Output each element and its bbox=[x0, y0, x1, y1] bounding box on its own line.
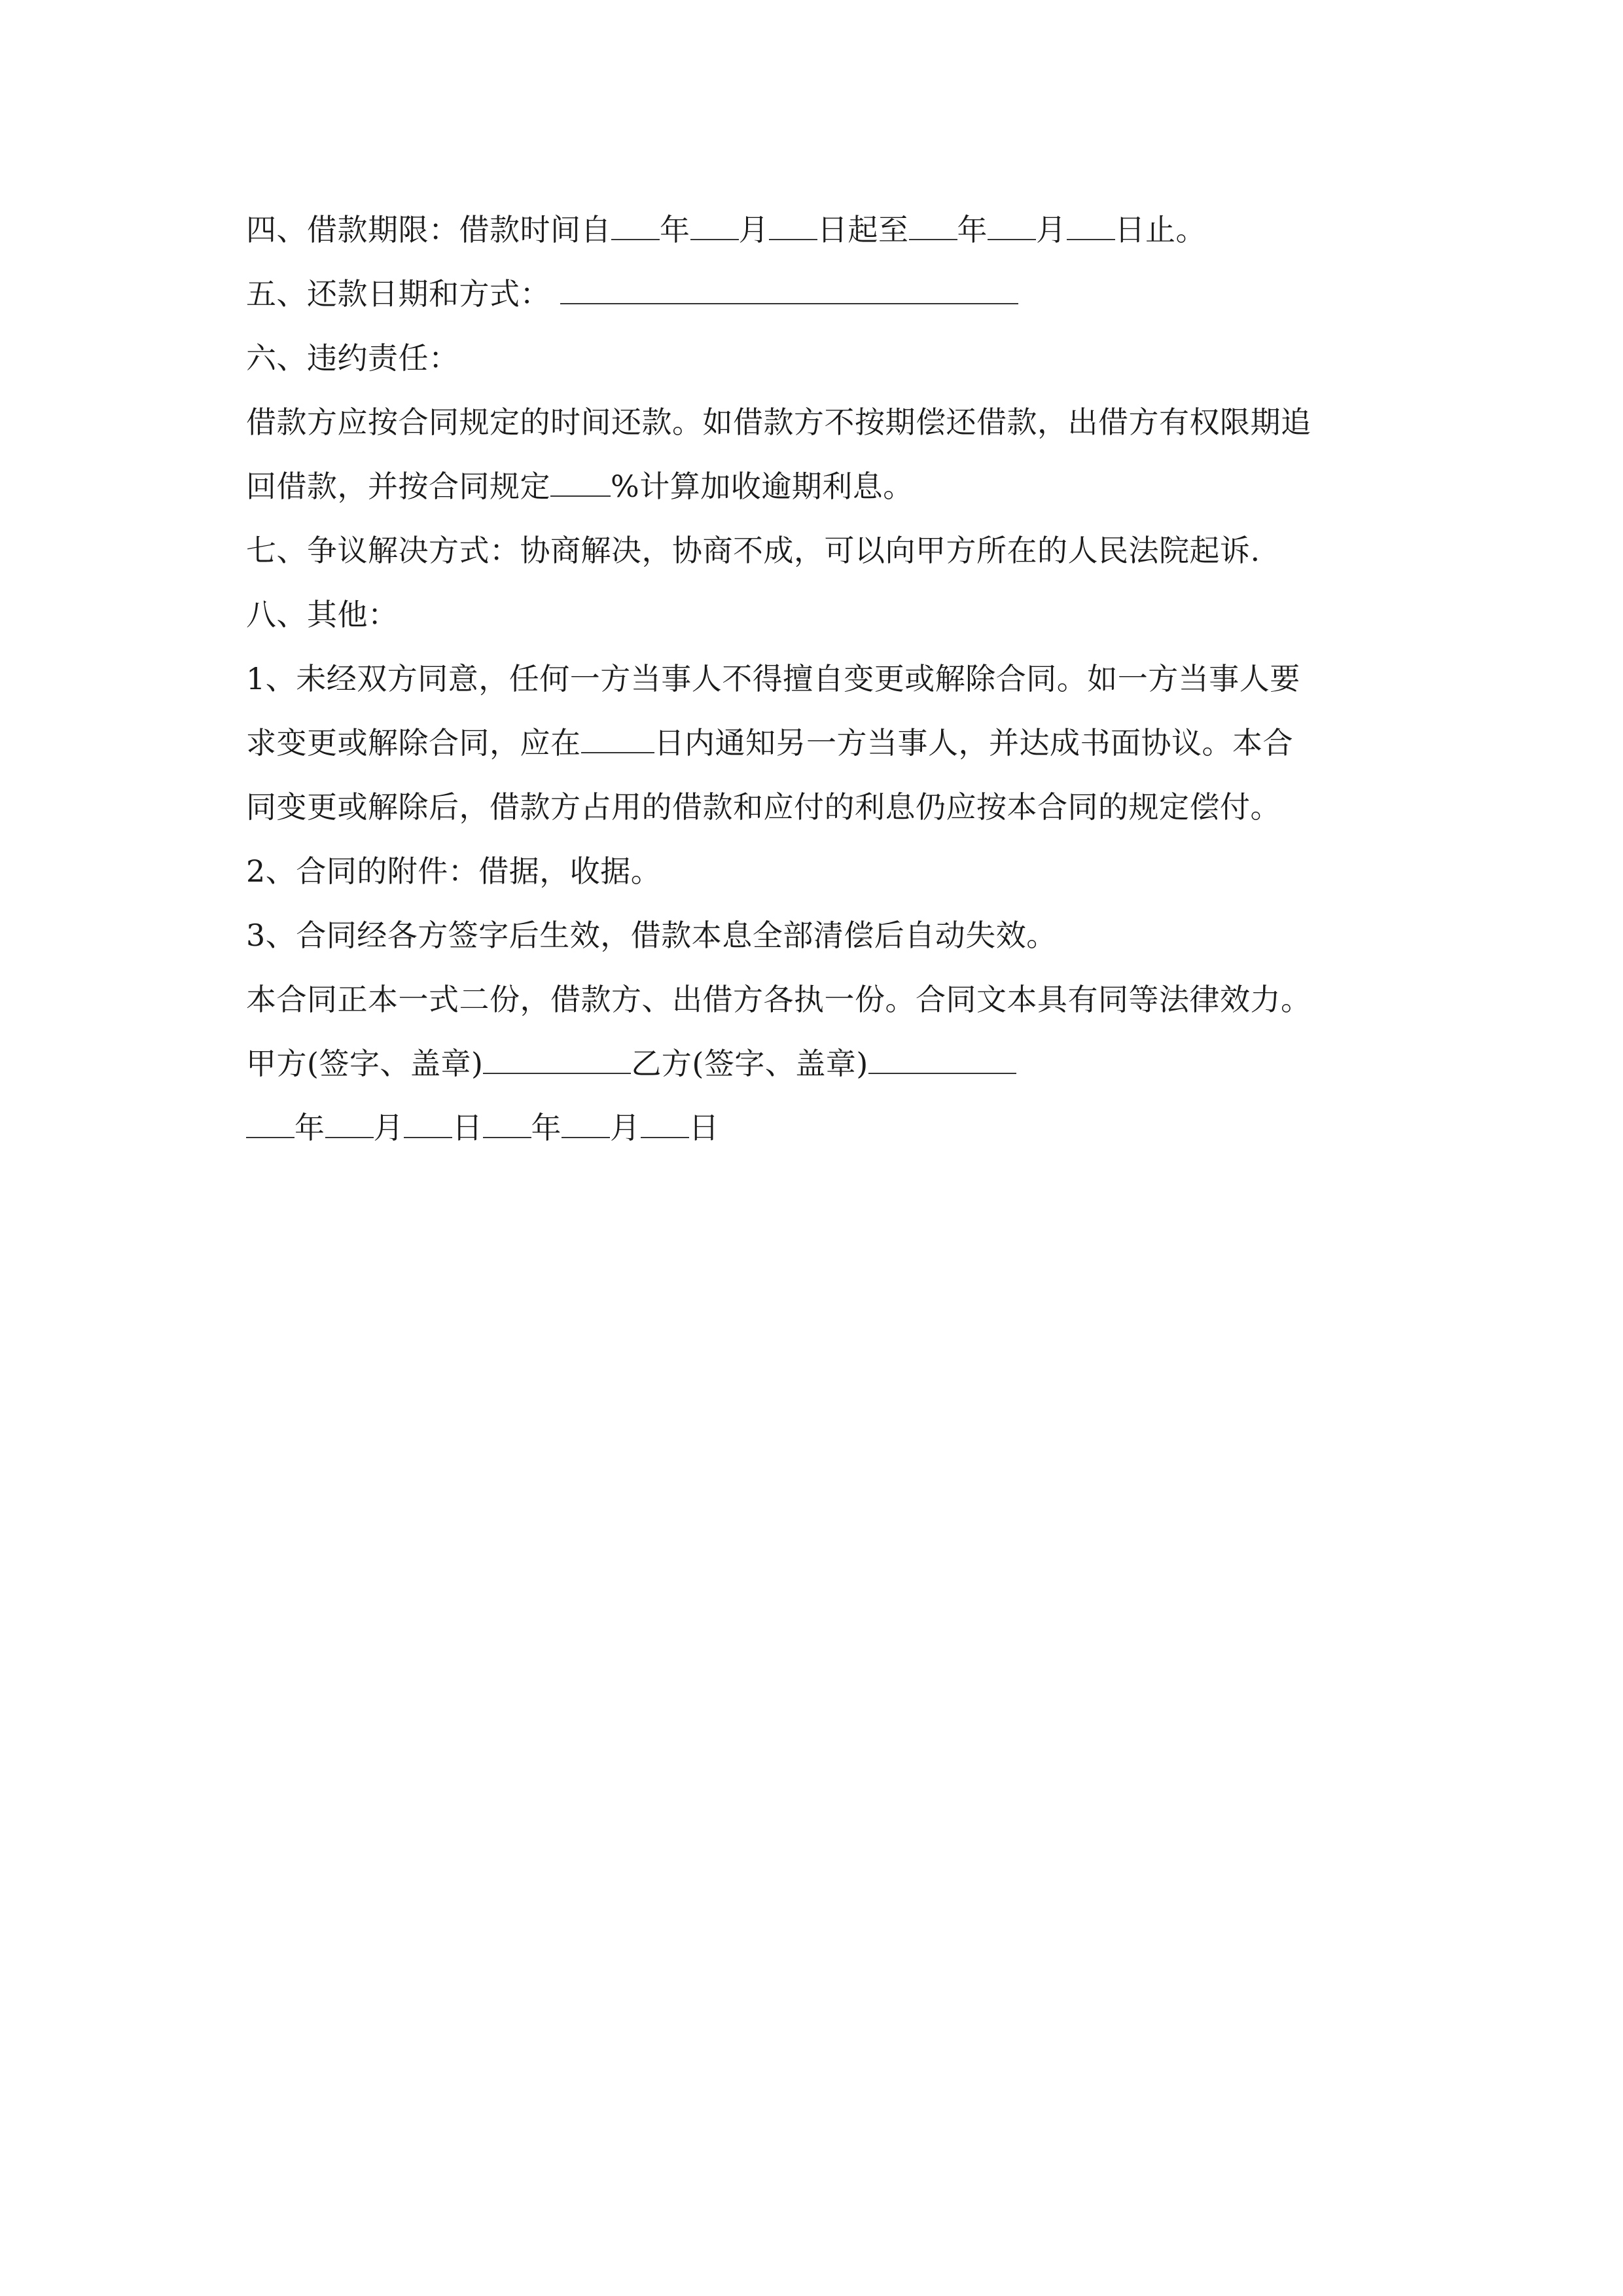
b-year-label: 年 bbox=[531, 1110, 562, 1145]
other-item1-line2 bbox=[246, 711, 1411, 775]
party-b-label: 乙方(签字、盖章) bbox=[631, 1046, 868, 1081]
item1-line2-post: 日内通知另一方当事人，并达成书面协议。本合 bbox=[654, 725, 1293, 761]
loan-term-line bbox=[246, 198, 1411, 262]
start-month-label: 月 bbox=[738, 212, 769, 247]
party-b-signature-blank bbox=[868, 1047, 1016, 1074]
breach-line2-pre: 回借款，并按合同规定 bbox=[246, 469, 550, 504]
interest-rate-blank bbox=[550, 469, 611, 497]
a-year-blank bbox=[246, 1111, 294, 1138]
loan-term-label: 四、借款期限：借款时间自 bbox=[246, 212, 611, 247]
end-year-label: 年 bbox=[957, 212, 988, 247]
end-day-blank bbox=[1067, 213, 1115, 240]
end-month-label: 月 bbox=[1036, 212, 1067, 247]
end-month-blank bbox=[988, 213, 1036, 240]
a-year-label: 年 bbox=[294, 1110, 325, 1145]
b-month-blank bbox=[562, 1111, 610, 1138]
breach-text-line1: 借款方应按合同规定的时间还款。如借款方不按期偿还借款，出借方有权限期追 bbox=[246, 404, 1311, 440]
start-year-label: 年 bbox=[660, 212, 690, 247]
start-month-blank bbox=[690, 213, 739, 240]
repayment-label: 五、还款日期和方式： bbox=[246, 276, 550, 312]
b-day-blank bbox=[641, 1111, 689, 1138]
other-item1-line1: 1、未经双方同意，任何一方当事人不得擅自变更或解除合同。如一方当事人要 bbox=[246, 661, 1300, 696]
repayment-blank bbox=[560, 277, 1018, 304]
breach-line2-post: %计算加收逾期利息。 bbox=[611, 469, 914, 504]
other-item1-line3: 同变更或解除后，借款方占用的借款和应付的利息仍应按本合同的规定偿付。 bbox=[246, 789, 1281, 825]
b-day-label: 日 bbox=[688, 1110, 719, 1145]
a-month-blank bbox=[325, 1111, 374, 1138]
signature-line bbox=[246, 1031, 1411, 1096]
other-item2: 2、合同的附件：借据，收据。 bbox=[246, 853, 662, 889]
breach-text-line2 bbox=[246, 454, 1411, 518]
a-day-blank bbox=[404, 1111, 452, 1138]
repayment-line bbox=[246, 262, 1411, 326]
party-a-signature-blank bbox=[483, 1047, 631, 1074]
other-heading: 八、其他： bbox=[246, 597, 399, 632]
b-month-label: 月 bbox=[610, 1110, 641, 1145]
other-item3: 3、合同经各方签字后生效，借款本息全部清偿后自动失效。 bbox=[246, 918, 1057, 953]
item1-line2-pre: 求变更或解除合同，应在 bbox=[246, 725, 581, 761]
copies-statement: 本合同正本一式二份，借款方、出借方各执一份。合同文本具有同等法律效力。 bbox=[246, 982, 1311, 1017]
end-year-blank bbox=[909, 213, 957, 240]
start-year-blank bbox=[611, 213, 660, 240]
end-day-label: 日止。 bbox=[1115, 212, 1206, 247]
date-line bbox=[246, 1096, 1411, 1160]
start-day-label: 日起至 bbox=[817, 212, 909, 247]
a-day-label: 日 bbox=[452, 1110, 483, 1145]
notice-days-blank bbox=[581, 726, 654, 753]
contract-body bbox=[246, 198, 1411, 1160]
dispute-resolution-line: 七、争议解决方式：协商解决，协商不成，可以向甲方所在的人民法院起诉. bbox=[246, 533, 1260, 568]
breach-heading: 六、违约责任： bbox=[246, 340, 459, 376]
b-year-blank bbox=[483, 1111, 531, 1138]
party-a-label: 甲方(签字、盖章) bbox=[246, 1046, 484, 1081]
start-day-blank bbox=[769, 213, 817, 240]
a-month-label: 月 bbox=[373, 1110, 404, 1145]
